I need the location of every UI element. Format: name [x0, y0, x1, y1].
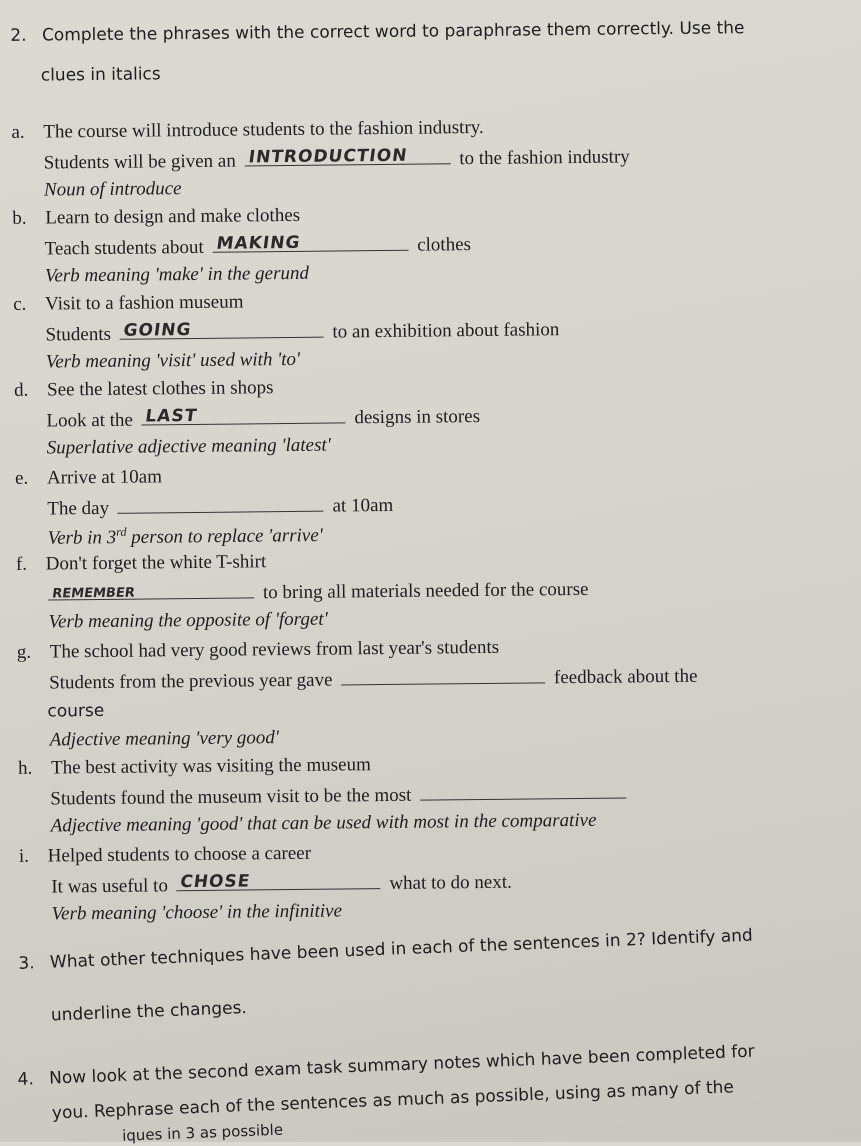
- item-i-before: It was useful to: [51, 875, 168, 897]
- q4-line2: you. Rephrase each of the sentences as much as possible, using as many of the: [52, 1077, 735, 1123]
- item-d-paraphrase: [46, 403, 480, 433]
- item-c-letter: c.: [13, 294, 26, 315]
- item-c-before: Students: [45, 324, 111, 346]
- item-b-blank[interactable]: [212, 232, 408, 253]
- item-i-blank[interactable]: [177, 870, 381, 891]
- item-e-after: at 10am: [332, 495, 393, 517]
- item-f-letter: f.: [16, 554, 27, 575]
- item-c-answer: GOING: [122, 320, 193, 341]
- item-a-before: Students will be given an: [44, 151, 236, 174]
- q3-text: What other techniques have been used in each of the sentences in 2? Identify and: [50, 926, 753, 973]
- q2-instruction-line1: [10, 18, 744, 46]
- item-d-before: Look at the: [46, 410, 133, 432]
- item-a-after: to the fashion industry: [459, 146, 630, 169]
- item-f-original: [16, 551, 267, 576]
- item-i-after: what to do next.: [389, 872, 512, 894]
- item-e-original: [15, 466, 162, 490]
- item-b-answer: MAKING: [215, 233, 301, 254]
- q2-instruction-text: Complete the phrases with the correct word to paraphrase them correctly. Use the: [42, 18, 745, 45]
- item-b-original-text: Learn to design and make clothes: [45, 205, 300, 229]
- item-c-after: to an exhibition about fashion: [332, 319, 559, 342]
- item-i-original: [19, 843, 311, 868]
- item-d-original-text: See the latest clothes in shops: [47, 377, 274, 400]
- item-d-blank[interactable]: [142, 404, 346, 425]
- item-a-blank[interactable]: [244, 145, 450, 166]
- q2-number: 2.: [10, 26, 26, 46]
- item-g-blank[interactable]: [341, 664, 545, 685]
- q4-number: 4.: [17, 1069, 34, 1090]
- item-g-original-text: The school had very good reviews from last year's students: [50, 637, 499, 663]
- item-f-paraphrase: [48, 576, 588, 607]
- q4-text: Now look at the second exam task summary notes which have been completed for: [49, 1042, 755, 1089]
- item-f-after: to bring all materials needed for the course: [263, 579, 589, 603]
- item-d-original: [14, 377, 274, 402]
- item-f-answer: REMEMBER: [51, 586, 135, 602]
- item-g-paraphrase: [49, 663, 698, 695]
- q3-line2: underline the changes.: [51, 998, 248, 1026]
- item-b-letter: b.: [12, 208, 26, 229]
- item-e-original-text: Arrive at 10am: [47, 466, 162, 488]
- item-c-original-text: Visit to a fashion museum: [45, 291, 244, 314]
- item-e-paraphrase: [47, 492, 393, 521]
- q2-instruction-line2: clues in italics: [41, 64, 161, 85]
- item-e-clue-post: person to replace 'arrive': [126, 525, 323, 548]
- item-a-paraphrase: [44, 143, 630, 174]
- item-b-paraphrase: [44, 231, 471, 260]
- item-d-after: designs in stores: [354, 406, 480, 428]
- q3-line1: [18, 926, 753, 974]
- item-d-answer: LAST: [144, 406, 198, 427]
- item-e-before: The day: [47, 498, 109, 520]
- item-g-letter: g.: [17, 642, 31, 663]
- item-g-continuation: course: [47, 701, 104, 722]
- item-g-after: feedback about the: [554, 666, 698, 689]
- item-a-answer: INTRODUCTION: [247, 146, 408, 168]
- item-g-before: Students from the previous year gave: [49, 670, 333, 694]
- item-c-original: [13, 291, 243, 315]
- q3-number: 3.: [18, 953, 35, 974]
- item-h-paraphrase: [50, 779, 630, 810]
- item-i-answer: CHOSE: [179, 871, 252, 892]
- item-e-blank[interactable]: [118, 493, 324, 514]
- item-h-before: Students found the museum visit to be the most: [50, 785, 411, 810]
- item-a-letter: a.: [11, 122, 24, 143]
- item-a-original: [11, 117, 484, 144]
- item-g-clue: Adjective meaning 'very good': [50, 727, 279, 751]
- item-c-clue: Verb meaning 'visit' used with 'to': [46, 349, 300, 374]
- item-b-clue: Verb meaning 'make' in the gerund: [45, 263, 309, 288]
- item-h-letter: h.: [18, 758, 32, 779]
- item-c-paraphrase: [45, 316, 559, 346]
- item-e-clue: [48, 523, 323, 550]
- item-f-blank[interactable]: [48, 579, 254, 600]
- item-i-clue: Verb meaning 'choose' in the infinitive: [51, 900, 342, 925]
- item-g-original: [17, 637, 500, 664]
- item-d-letter: d.: [14, 380, 28, 401]
- item-i-letter: i.: [19, 846, 29, 867]
- item-a-original-text: The course will introduce students to the fashion industry.: [43, 117, 484, 143]
- item-f-clue: Verb meaning the opposite of 'forget': [48, 609, 327, 634]
- item-h-original-text: The best activity was visiting the museum: [51, 754, 371, 778]
- item-e-clue-sup: rd: [116, 525, 126, 539]
- item-h-clue: Adjective meaning 'good' that can be used with most in the comparative: [51, 810, 597, 838]
- item-d-clue: Superlative adjective meaning 'latest': [47, 435, 331, 460]
- item-i-paraphrase: [51, 869, 512, 899]
- item-f-original-text: Don't forget the white T-shirt: [46, 551, 267, 574]
- item-h-original: [18, 754, 371, 780]
- item-h-blank[interactable]: [420, 779, 626, 800]
- item-a-clue: Noun of introduce: [44, 178, 182, 201]
- item-b-before: Teach students about: [45, 237, 204, 260]
- item-e-clue-pre: Verb in 3: [48, 527, 117, 549]
- item-i-original-text: Helped students to choose a career: [48, 843, 311, 867]
- q4-line3: iques in 3 as possible: [122, 1121, 284, 1145]
- item-e-letter: e.: [15, 468, 28, 489]
- item-b-after: clothes: [417, 234, 471, 256]
- item-b-original: [12, 205, 300, 230]
- item-c-blank[interactable]: [120, 319, 324, 340]
